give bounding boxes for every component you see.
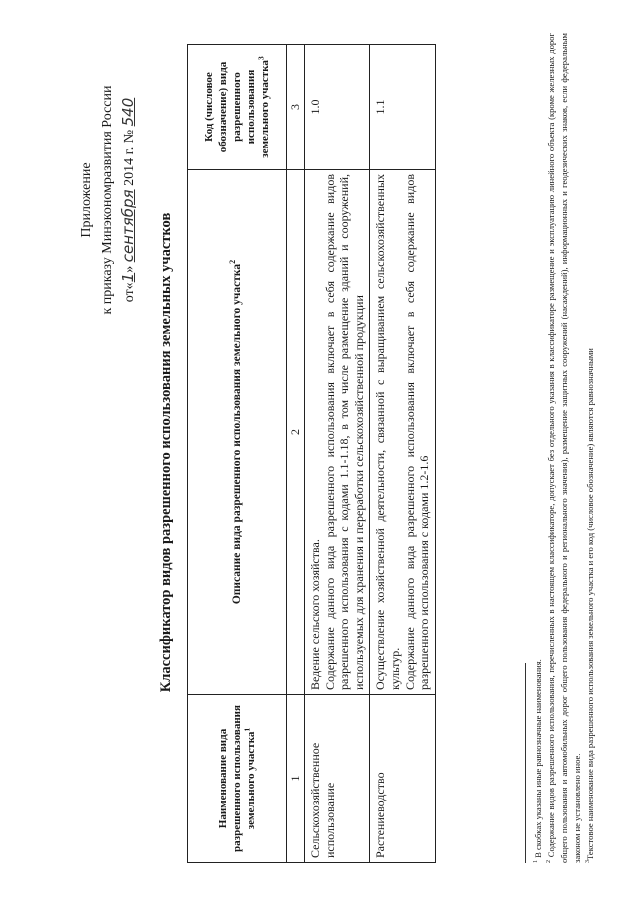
order-date-line bbox=[118, 50, 140, 350]
document-title: Классификатор видов разрешенного использования земельных участков bbox=[158, 212, 174, 693]
approval-block bbox=[76, 50, 140, 350]
use-description bbox=[370, 170, 435, 695]
footnotes bbox=[532, 33, 597, 863]
column-number-row bbox=[287, 45, 305, 863]
use-code: 1.1 bbox=[370, 45, 435, 170]
column-number: 2 bbox=[287, 170, 305, 695]
handwritten-day: 1 bbox=[119, 272, 137, 283]
description-line: Ведение сельского хозяйства. bbox=[308, 539, 322, 690]
footnote: $^3$Текстовое наименование вида разрешенного использования земельного участка и его код (числовое обозначение) являются равнозначными bbox=[585, 348, 595, 863]
date-prefix: от« bbox=[122, 282, 137, 303]
handwritten-order-number: 540 bbox=[119, 97, 137, 127]
classifier-table bbox=[187, 44, 436, 863]
footnote: $^1$ В скобках указаны иные равнозначные наименования. bbox=[533, 659, 543, 863]
use-description bbox=[305, 170, 370, 695]
use-code: 1.0 bbox=[305, 45, 370, 170]
order-reference: к приказу Минэкономразвития России bbox=[100, 85, 115, 315]
handwritten-month: сентября bbox=[119, 189, 137, 263]
table-row bbox=[370, 45, 435, 863]
footnote-divider bbox=[525, 663, 526, 863]
footnote: $^2$ Содержание видов разрешенного использования, перечисленных в настоящем классификаторе, допускает без отдельного указания в классификаторе размещение и эксплуатацию линейного объекта (кроме железных дорог общего пользования и автомобильных дорог общего пользования федерального и регионального значения), размещение защитных сооружений (насаждений), информационных и геодезических знаков, если федеральным законом не установлено иное. bbox=[546, 33, 582, 863]
table-header-row bbox=[188, 45, 287, 863]
header-name: Наименование вида разрешенного использования земельного участка$^1$ bbox=[188, 695, 287, 863]
description-line: Осуществление хозяйственной деятельности, связанной с выращиванием сельскохозяйственных культур. bbox=[373, 174, 402, 690]
table-row bbox=[305, 45, 370, 863]
header-code: Код (числовое обозначение) вида разрешенного использования земельного участка$^3$ bbox=[188, 45, 287, 170]
description-line: Содержание данного вида разрешенного использования включает в себя содержание видов разрешенного использования с кодами 1.2-1.6 bbox=[402, 174, 432, 690]
date-middle: » bbox=[122, 265, 137, 273]
appendix-label: Приложение bbox=[79, 162, 94, 238]
use-name: Растениеводство bbox=[370, 695, 435, 863]
year-and-number-label: 2014 г. № bbox=[122, 129, 137, 186]
column-number: 3 bbox=[287, 45, 305, 170]
header-description: Описание вида разрешенного использования земельного участка$^2$ bbox=[188, 170, 287, 695]
column-number: 1 bbox=[287, 695, 305, 863]
description-line: Содержание данного вида разрешенного использования включает в себя содержание видов разрешенного использования с кодами 1.1-1.18, в том числе размещение зданий и сооружений, используемых для хранения и переработки сельскохозяйственной продукции bbox=[322, 174, 366, 690]
use-name: Сельскохозяйственное использование bbox=[305, 695, 370, 863]
